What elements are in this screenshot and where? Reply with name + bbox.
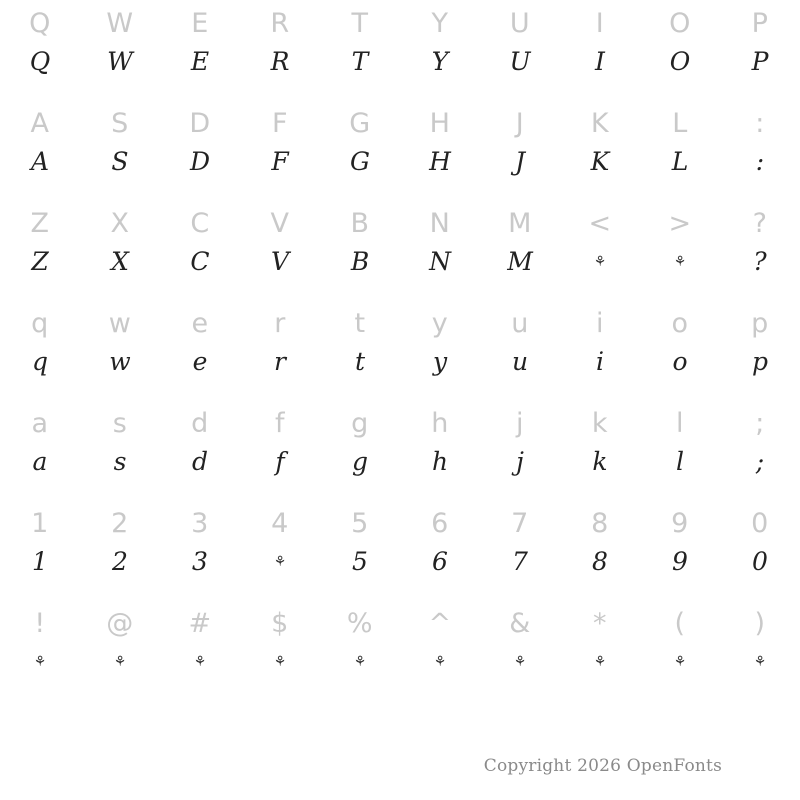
key-label: u: [511, 308, 529, 339]
key-label: H: [429, 108, 451, 139]
glyph-sample: 3: [192, 547, 208, 576]
missing-glyph-icon: ⚘: [353, 654, 367, 670]
glyph-sample: F: [271, 147, 289, 176]
glyph-cell: [720, 600, 800, 700]
key-label: V: [270, 208, 290, 239]
glyph-sample: g: [351, 447, 368, 476]
key-label: F: [271, 108, 289, 139]
key-label: Z: [30, 208, 50, 239]
glyph-sample: M: [507, 247, 533, 276]
glyph-sample: 8: [592, 547, 608, 576]
glyph-cell: [240, 300, 320, 400]
key-label: X: [110, 208, 130, 239]
glyph-sample: j: [516, 447, 524, 476]
glyph-cell: [720, 100, 800, 200]
glyph-sample: 9: [672, 547, 688, 576]
key-label: (: [674, 608, 686, 639]
glyph-cell: [560, 500, 640, 600]
glyph-cell: [480, 100, 560, 200]
key-label: E: [191, 8, 209, 39]
glyph-cell: [80, 400, 160, 500]
key-label: Q: [29, 8, 51, 39]
glyph-sample: i: [596, 347, 604, 376]
glyph-cell: [400, 600, 480, 700]
missing-glyph-icon: ⚘: [433, 654, 447, 670]
glyph-sample: 5: [352, 547, 368, 576]
glyph-cell: [640, 0, 720, 100]
glyph-sample: k: [592, 447, 608, 476]
key-label: w: [108, 308, 132, 339]
key-label: %: [346, 608, 374, 639]
glyph-cell: [160, 0, 240, 100]
key-label: 7: [511, 508, 529, 539]
glyph-cell: [400, 0, 480, 100]
key-label: f: [274, 408, 285, 439]
glyph-cell: [560, 100, 640, 200]
glyph-cell: [160, 300, 240, 400]
key-label: A: [30, 108, 50, 139]
glyph-cell: [720, 500, 800, 600]
key-label: d: [191, 408, 209, 439]
glyph-sample: 7: [512, 547, 528, 576]
glyph-sample: O: [669, 47, 691, 76]
glyph-sample: H: [429, 147, 451, 176]
glyph-cell: [640, 400, 720, 500]
key-label: s: [112, 408, 128, 439]
key-label: 4: [271, 508, 289, 539]
key-label: $: [271, 608, 289, 639]
glyph-cell: [0, 200, 80, 300]
glyph-cell: [160, 400, 240, 500]
glyph-sample: ;: [755, 447, 765, 476]
glyph-cell: [720, 0, 800, 100]
key-label: T: [351, 8, 369, 39]
glyph-sample: Y: [431, 47, 449, 76]
glyph-sample: B: [350, 247, 370, 276]
glyph-cell: [0, 0, 80, 100]
glyph-cell: [80, 500, 160, 600]
key-label: 9: [671, 508, 689, 539]
glyph-cell: [720, 200, 800, 300]
glyph-sample: ?: [753, 247, 767, 276]
glyph-cell: [240, 200, 320, 300]
key-label: &: [509, 608, 531, 639]
missing-glyph-icon: ⚘: [113, 654, 127, 670]
key-label: t: [354, 308, 366, 339]
key-label: G: [349, 108, 371, 139]
glyph-cell: [80, 100, 160, 200]
glyph-cell: [640, 100, 720, 200]
glyph-cell: [480, 0, 560, 100]
glyph-cell: [80, 0, 160, 100]
glyph-cell: [240, 500, 320, 600]
key-label: @: [106, 608, 134, 639]
glyph-cell: [400, 300, 480, 400]
key-label: W: [106, 8, 134, 39]
glyph-cell: [400, 200, 480, 300]
key-label: R: [270, 8, 290, 39]
glyph-cell: [480, 300, 560, 400]
glyph-cell: [640, 200, 720, 300]
glyph-sample: T: [351, 47, 369, 76]
missing-glyph-icon: ⚘: [193, 654, 207, 670]
glyph-cell: [0, 100, 80, 200]
glyph-cell: [560, 300, 640, 400]
key-label: q: [31, 308, 49, 339]
glyph-sample: V: [270, 247, 290, 276]
glyph-sample: r: [274, 347, 286, 376]
glyph-cell: [160, 200, 240, 300]
glyph-cell: [320, 100, 400, 200]
key-label: k: [591, 408, 609, 439]
glyph-cell: [240, 100, 320, 200]
glyph-sample: d: [191, 447, 208, 476]
glyph-cell: [640, 300, 720, 400]
glyph-sample: Z: [31, 247, 49, 276]
glyph-cell: [480, 500, 560, 600]
key-label: #: [188, 608, 212, 639]
missing-glyph-icon: ⚘: [593, 654, 607, 670]
glyph-sample: E: [190, 47, 210, 76]
glyph-cell: [400, 100, 480, 200]
key-label: M: [508, 208, 532, 239]
key-label: 3: [191, 508, 209, 539]
missing-glyph-icon: ⚘: [593, 254, 607, 270]
glyph-cell: [560, 200, 640, 300]
glyph-sample: Q: [29, 47, 51, 76]
glyph-sample: a: [32, 447, 48, 476]
key-label: P: [751, 8, 769, 39]
glyph-sample: f: [275, 447, 285, 476]
glyph-sample: 1: [32, 547, 48, 576]
glyph-sample: l: [676, 447, 684, 476]
glyph-cell: [640, 600, 720, 700]
glyph-cell: [320, 200, 400, 300]
glyph-cell: [0, 300, 80, 400]
key-label: p: [751, 308, 769, 339]
glyph-cell: [560, 600, 640, 700]
glyph-sample: y: [432, 347, 448, 376]
key-label: C: [190, 208, 210, 239]
glyph-sample: :: [755, 147, 765, 176]
glyph-cell: [560, 0, 640, 100]
glyph-sample: K: [590, 147, 610, 176]
glyph-sample: D: [189, 147, 211, 176]
key-label: l: [675, 408, 684, 439]
key-label: L: [672, 108, 688, 139]
glyph-cell: [320, 0, 400, 100]
glyph-sample: 6: [432, 547, 448, 576]
glyph-cell: [480, 400, 560, 500]
glyph-cell: [720, 300, 800, 400]
key-label: a: [31, 408, 49, 439]
glyph-cell: [160, 100, 240, 200]
missing-glyph-icon: ⚘: [273, 554, 287, 570]
glyph-sample: X: [111, 247, 129, 276]
glyph-cell: [240, 0, 320, 100]
glyph-sample: u: [511, 347, 529, 376]
glyph-sample: q: [31, 347, 48, 376]
key-label: ;: [755, 408, 765, 439]
glyph-cell: [720, 400, 800, 500]
glyph-sample: N: [429, 247, 451, 276]
glyph-cell: [0, 400, 80, 500]
key-label: S: [111, 108, 129, 139]
glyph-cell: [160, 600, 240, 700]
glyph-cell: [80, 600, 160, 700]
glyph-sample: e: [192, 347, 208, 376]
key-label: 5: [351, 508, 369, 539]
glyph-sample: s: [113, 447, 127, 476]
missing-glyph-icon: ⚘: [753, 654, 767, 670]
glyph-cell: [400, 500, 480, 600]
key-label: 8: [591, 508, 609, 539]
glyph-sample: W: [107, 47, 133, 76]
glyph-cell: [320, 400, 400, 500]
copyright-notice: Copyright 2026 OpenFonts: [483, 756, 722, 776]
missing-glyph-icon: ⚘: [673, 254, 687, 270]
glyph-sample: 0: [752, 547, 768, 576]
glyph-cell: [400, 400, 480, 500]
key-label: g: [351, 408, 369, 439]
glyph-cell: [80, 200, 160, 300]
glyph-sample: o: [672, 347, 688, 376]
missing-glyph-icon: ⚘: [673, 654, 687, 670]
glyph-sample: G: [350, 147, 370, 176]
missing-glyph-icon: ⚘: [513, 654, 527, 670]
missing-glyph-icon: ⚘: [273, 654, 287, 670]
key-label: K: [590, 108, 610, 139]
key-label: :: [755, 108, 765, 139]
key-label: Y: [431, 8, 449, 39]
glyph-sample: C: [190, 247, 210, 276]
glyph-cell: [320, 300, 400, 400]
glyph-sample: S: [111, 147, 129, 176]
key-label: 1: [31, 508, 49, 539]
glyph-cell: [560, 400, 640, 500]
key-label: 0: [751, 508, 769, 539]
glyph-cell: [640, 500, 720, 600]
glyph-sample: J: [514, 147, 526, 176]
glyph-sample: t: [354, 347, 366, 376]
glyph-cell: [240, 400, 320, 500]
glyph-sample: p: [751, 347, 768, 376]
glyph-cell: [480, 600, 560, 700]
key-label: >: [668, 208, 692, 239]
glyph-cell: [80, 300, 160, 400]
key-label: 2: [111, 508, 129, 539]
missing-glyph-icon: ⚘: [33, 654, 47, 670]
glyph-sample: h: [431, 447, 449, 476]
key-label: 6: [431, 508, 449, 539]
glyph-cell: [240, 600, 320, 700]
key-label: U: [509, 8, 531, 39]
glyph-cell: [160, 500, 240, 600]
glyph-cell: [480, 200, 560, 300]
key-label: N: [429, 208, 451, 239]
key-label: ): [754, 608, 766, 639]
key-label: !: [34, 608, 46, 639]
key-label: O: [669, 8, 691, 39]
key-label: <: [588, 208, 612, 239]
key-label: ?: [752, 208, 768, 239]
key-label: j: [515, 408, 524, 439]
glyph-cell: [0, 600, 80, 700]
glyph-sample: P: [751, 47, 769, 76]
glyph-sample: 2: [112, 547, 128, 576]
key-label: e: [191, 308, 209, 339]
key-label: D: [189, 108, 211, 139]
glyph-sample: L: [671, 147, 689, 176]
glyph-cell: [0, 500, 80, 600]
key-label: I: [595, 8, 605, 39]
key-label: ^: [428, 608, 452, 639]
key-label: J: [515, 108, 525, 139]
key-label: y: [431, 308, 449, 339]
key-label: *: [593, 608, 607, 639]
glyph-cell: [320, 500, 400, 600]
key-label: r: [274, 308, 286, 339]
key-label: h: [431, 408, 449, 439]
glyph-cell: [320, 600, 400, 700]
key-label: B: [350, 208, 370, 239]
glyph-sample: I: [595, 47, 605, 76]
glyph-sample: R: [270, 47, 290, 76]
key-label: o: [671, 308, 689, 339]
glyph-sample: A: [30, 147, 50, 176]
glyph-sample: U: [509, 47, 531, 76]
key-label: i: [595, 308, 604, 339]
glyph-sample: w: [109, 347, 131, 376]
